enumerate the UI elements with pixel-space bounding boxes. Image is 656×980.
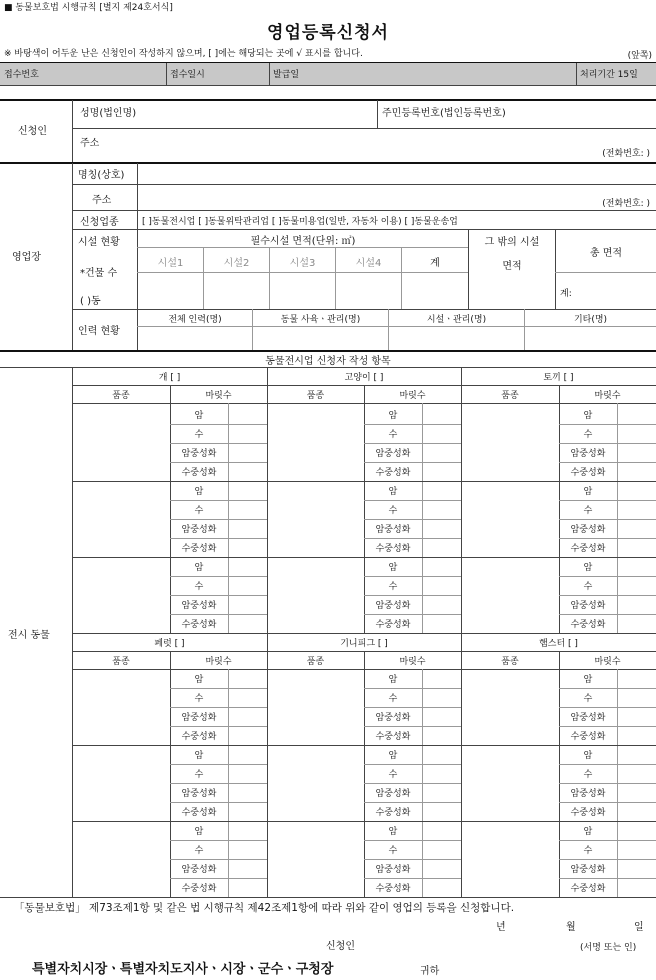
head-count-cell[interactable] (423, 689, 460, 706)
form-title: 영업등록신청서 (267, 23, 389, 43)
sex-label: 암 (194, 411, 204, 421)
head-count-cell[interactable] (229, 746, 266, 763)
head-count-header: 마릿수 (205, 391, 232, 401)
head-count-cell[interactable] (229, 822, 266, 839)
head-count-cell[interactable] (229, 577, 266, 594)
sex-label: 암 (583, 487, 593, 497)
staff-facility-label: 시설ㆍ관리(명) (426, 315, 487, 325)
head-count-cell[interactable] (423, 765, 460, 782)
form-reference: ■ 동물보호법 시행규칙 [별지 제24호서식] (4, 3, 173, 13)
exhibit-animals-label: 전시 동물 (8, 630, 50, 641)
sex-label: 수중성화 (570, 732, 606, 742)
facility-sum-label: 계 (430, 258, 440, 269)
animal-group-1[interactable]: 개 [ ] (158, 373, 181, 383)
sex-label: 암 (388, 487, 398, 497)
sex-label: 암중성화 (181, 713, 217, 723)
sex-label: 암 (194, 563, 204, 573)
head-count-cell[interactable] (423, 727, 460, 744)
required-area-label: 필수시설 면적(단위: ㎡) (250, 236, 356, 247)
breed-cell[interactable] (268, 822, 363, 896)
breed-cell[interactable] (73, 406, 169, 480)
head-count-cell[interactable] (229, 520, 266, 537)
sex-label: 수 (388, 506, 398, 516)
sex-label: 암 (583, 675, 593, 685)
head-count-cell[interactable] (423, 822, 460, 839)
sex-label: 암중성화 (570, 525, 606, 535)
head-count-cell[interactable] (618, 406, 655, 423)
head-count-cell[interactable] (618, 727, 655, 744)
sex-label: 암중성화 (570, 789, 606, 799)
total-area-label: 총 면적 (589, 248, 623, 259)
sex-label: 암중성화 (375, 449, 411, 459)
authority-honorific: 귀하 (420, 966, 440, 977)
head-count-cell[interactable] (229, 727, 266, 744)
breed-cell[interactable] (73, 822, 169, 896)
issue-date-label: 발급일 (273, 70, 300, 80)
head-count-cell[interactable] (423, 558, 460, 575)
breed-header: 품종 (112, 391, 130, 401)
breed-cell[interactable] (73, 482, 169, 556)
animal-group-3[interactable]: 토끼 [ ] (543, 373, 574, 383)
authority-name: 특별자치시장ㆍ특별자치도지사ㆍ시장ㆍ군수ㆍ구청장 (32, 962, 334, 977)
head-count-cell[interactable] (423, 501, 460, 518)
head-count-cell[interactable] (423, 860, 460, 877)
sex-label: 수중성화 (570, 620, 606, 630)
sex-label: 암중성화 (181, 601, 217, 611)
animal-group-2[interactable]: 고양이 [ ] (344, 373, 384, 383)
head-count-cell[interactable] (618, 444, 655, 461)
head-count-cell[interactable] (423, 841, 460, 858)
staff-status-label: 인력 현황 (78, 326, 120, 337)
total-area-sum-label: 계: (560, 289, 572, 299)
head-count-cell[interactable] (423, 596, 460, 613)
business-type-label: 신청업종 (80, 217, 119, 228)
sex-label: 수 (388, 582, 398, 592)
breed-header: 품종 (306, 657, 325, 667)
head-count-cell[interactable] (618, 558, 655, 575)
head-count-cell[interactable] (423, 425, 460, 442)
sex-label: 수 (388, 430, 398, 440)
head-count-cell[interactable] (618, 463, 655, 480)
head-count-cell[interactable] (229, 784, 266, 801)
facility-4-label: 시설4 (355, 258, 382, 269)
sex-label: 수 (194, 770, 204, 780)
sex-label: 수중성화 (181, 620, 217, 630)
sex-label: 수 (194, 430, 204, 440)
head-count-cell[interactable] (229, 463, 266, 480)
sex-label: 수중성화 (181, 808, 217, 818)
date-year-label: 년 (496, 922, 506, 933)
sex-label: 암 (583, 563, 593, 573)
sex-label: 수중성화 (375, 544, 411, 554)
head-count-cell[interactable] (618, 841, 655, 858)
business-type-options[interactable]: [ ]동물전시업 [ ]동물위탁관리업 [ ]동물미용업(일반, 자동차 이용) [ ]동물운송업 (142, 217, 458, 227)
date-day-label: 일 (634, 922, 644, 933)
head-count-cell[interactable] (423, 879, 460, 896)
head-count-cell[interactable] (229, 501, 266, 518)
head-count-cell[interactable] (618, 615, 655, 632)
sex-label: 암중성화 (570, 601, 606, 611)
head-count-cell[interactable] (423, 746, 460, 763)
sex-label: 수 (194, 694, 204, 704)
head-count-header: 마릿수 (594, 391, 621, 401)
animal-group-6[interactable]: 햄스터 [ ] (539, 639, 578, 649)
head-count-cell[interactable] (229, 615, 266, 632)
animal-group-5[interactable]: 기니피그 [ ] (340, 639, 388, 649)
head-count-cell[interactable] (618, 689, 655, 706)
staff-other-label: 기타(명) (573, 315, 608, 325)
breed-cell[interactable] (73, 746, 169, 820)
sex-label: 암중성화 (181, 865, 217, 875)
sex-label: 수 (388, 846, 398, 856)
sex-label: 수 (388, 770, 398, 780)
head-count-cell[interactable] (618, 765, 655, 782)
head-count-cell[interactable] (618, 539, 655, 556)
breed-cell[interactable] (462, 558, 558, 632)
head-count-cell[interactable] (229, 482, 266, 499)
sex-label: 수중성화 (570, 468, 606, 478)
business-phone-label: (전화번호: ) (602, 199, 650, 209)
breed-header: 품종 (501, 391, 519, 401)
sex-label: 암중성화 (181, 789, 217, 799)
applicant-sign-label: 신청인 (326, 941, 355, 952)
head-count-cell[interactable] (618, 520, 655, 537)
applicant-reg-number-label: 주민등록번호(법인등록번호) (382, 108, 506, 119)
sex-label: 암 (388, 675, 398, 685)
staff-total-label: 전체 인력(명) (168, 315, 222, 325)
breed-cell[interactable] (462, 822, 558, 896)
business-address-label: 주소 (92, 195, 112, 206)
head-count-cell[interactable] (229, 406, 266, 423)
sex-label: 수 (583, 506, 593, 516)
breed-cell[interactable] (73, 670, 169, 744)
head-count-cell[interactable] (229, 708, 266, 725)
sex-label: 수중성화 (375, 884, 411, 894)
head-count-cell[interactable] (229, 860, 266, 877)
breed-cell[interactable] (462, 406, 558, 480)
applicant-phone-label: (전화번호: ) (602, 149, 650, 159)
sex-label: 암 (583, 411, 593, 421)
head-count-cell[interactable] (229, 558, 266, 575)
breed-cell[interactable] (462, 482, 558, 556)
building-unit-field[interactable]: ( )동 (80, 296, 101, 307)
sex-label: 암 (194, 675, 204, 685)
head-count-cell[interactable] (229, 841, 266, 858)
breed-header: 품종 (112, 657, 130, 667)
animal-group-4[interactable]: 페럿 [ ] (154, 639, 185, 649)
facility-3-label: 시설3 (289, 258, 316, 269)
head-count-cell[interactable] (229, 689, 266, 706)
head-count-cell[interactable] (229, 596, 266, 613)
head-count-cell[interactable] (423, 444, 460, 461)
sex-label: 수 (388, 694, 398, 704)
sex-label: 수중성화 (375, 468, 411, 478)
sex-label: 수중성화 (375, 732, 411, 742)
sex-label: 수중성화 (181, 732, 217, 742)
head-count-cell[interactable] (229, 539, 266, 556)
sex-label: 수중성화 (570, 884, 606, 894)
sex-label: 암중성화 (375, 525, 411, 535)
head-count-header: 마릿수 (399, 391, 426, 401)
breed-cell[interactable] (462, 670, 558, 744)
sex-label: 암 (583, 751, 593, 761)
facility-status-label: 시설 현황 (78, 237, 120, 248)
exhibit-section-title: 동물전시업 신청자 작성 항목 (265, 356, 391, 367)
head-count-cell[interactable] (618, 670, 655, 687)
sex-label: 수중성화 (181, 884, 217, 894)
sex-label: 암 (194, 827, 204, 837)
breed-header: 품종 (501, 657, 519, 667)
sex-label: 수 (583, 430, 593, 440)
head-count-cell[interactable] (229, 765, 266, 782)
sex-label: 수 (583, 770, 593, 780)
date-month-label: 월 (566, 922, 576, 933)
head-count-cell[interactable] (618, 803, 655, 820)
sex-label: 수 (583, 694, 593, 704)
sex-label: 수 (194, 846, 204, 856)
head-count-cell[interactable] (618, 708, 655, 725)
head-count-cell[interactable] (423, 670, 460, 687)
sex-label: 암중성화 (375, 865, 411, 875)
sex-label: 암 (583, 827, 593, 837)
form-notice: ※ 바탕색이 어두운 난은 신청인이 작성하지 않으며, [ ]에는 해당되는 곳에 √ 표시를 합니다. (4, 49, 363, 59)
sex-label: 수중성화 (181, 544, 217, 554)
other-facility-label: 그 밖의 시설 (484, 237, 540, 248)
sex-label: 암중성화 (181, 449, 217, 459)
head-count-cell[interactable] (423, 520, 460, 537)
head-count-cell[interactable] (229, 879, 266, 896)
sex-label: 수 (194, 506, 204, 516)
sex-label: 암중성화 (375, 713, 411, 723)
applicant-address-label: 주소 (80, 138, 100, 149)
head-count-header: 마릿수 (594, 657, 621, 667)
sex-label: 수 (583, 582, 593, 592)
head-count-cell[interactable] (618, 596, 655, 613)
receipt-date-label: 접수일시 (170, 70, 205, 80)
head-count-cell[interactable] (423, 615, 460, 632)
head-count-cell[interactable] (618, 879, 655, 896)
building-count-label: *건물 수 (80, 268, 118, 279)
breed-cell[interactable] (268, 746, 363, 820)
sex-label: 수중성화 (375, 620, 411, 630)
head-count-cell[interactable] (423, 803, 460, 820)
head-count-cell[interactable] (423, 463, 460, 480)
breed-cell[interactable] (268, 406, 363, 480)
sex-label: 수중성화 (570, 544, 606, 554)
applicant-section-label: 신청인 (18, 126, 47, 137)
head-count-cell[interactable] (229, 444, 266, 461)
head-count-cell[interactable] (618, 860, 655, 877)
sex-label: 수 (583, 846, 593, 856)
sex-label: 암 (388, 827, 398, 837)
staff-animal-care-label: 동물 사육ㆍ관리(명) (280, 315, 361, 325)
receipt-number-label: 접수번호 (4, 70, 39, 80)
facility-1-label: 시설1 (157, 258, 184, 269)
sex-label: 암중성화 (570, 713, 606, 723)
breed-cell[interactable] (268, 558, 363, 632)
breed-cell[interactable] (268, 482, 363, 556)
application-statement: 「동물보호법」 제73조제1항 및 같은 법 시행규칙 제42조제1항에 따라 위와 같이 영업의 등록을 신청합니다. (14, 902, 515, 914)
breed-cell[interactable] (268, 670, 363, 744)
sex-label: 암 (194, 487, 204, 497)
breed-cell[interactable] (73, 558, 169, 632)
head-count-cell[interactable] (423, 539, 460, 556)
head-count-cell[interactable] (423, 406, 460, 423)
head-count-cell[interactable] (618, 501, 655, 518)
breed-header: 품종 (306, 391, 325, 401)
sex-label: 암중성화 (181, 525, 217, 535)
sex-label: 암중성화 (570, 449, 606, 459)
head-count-cell[interactable] (229, 670, 266, 687)
sex-label: 암 (388, 563, 398, 573)
head-count-cell[interactable] (423, 577, 460, 594)
head-count-cell[interactable] (618, 784, 655, 801)
head-count-cell[interactable] (618, 482, 655, 499)
head-count-cell[interactable] (618, 425, 655, 442)
head-count-cell[interactable] (229, 425, 266, 442)
sex-label: 암중성화 (375, 789, 411, 799)
processing-period: 처리기간 15일 (580, 70, 638, 80)
sex-label: 수중성화 (570, 808, 606, 818)
breed-cell[interactable] (462, 746, 558, 820)
head-count-cell[interactable] (618, 577, 655, 594)
sex-label: 수 (194, 582, 204, 592)
receipt-bar (0, 63, 656, 85)
front-side-label: (앞쪽) (627, 51, 652, 61)
sex-label: 수중성화 (181, 468, 217, 478)
business-trade-name-label: 명칭(상호) (78, 170, 125, 181)
head-count-cell[interactable] (423, 482, 460, 499)
sex-label: 수중성화 (375, 808, 411, 818)
sex-label: 암 (388, 751, 398, 761)
head-count-header: 마릿수 (205, 657, 232, 667)
head-count-cell[interactable] (618, 746, 655, 763)
applicant-name-label: 성명(법인명) (80, 108, 137, 119)
other-facility-area-label: 면적 (502, 261, 522, 272)
sex-label: 암중성화 (375, 601, 411, 611)
sex-label: 암중성화 (570, 865, 606, 875)
head-count-cell[interactable] (423, 784, 460, 801)
head-count-header: 마릿수 (399, 657, 426, 667)
facility-2-label: 시설2 (223, 258, 250, 269)
sex-label: 암 (194, 751, 204, 761)
head-count-cell[interactable] (618, 822, 655, 839)
sex-label: 암 (388, 411, 398, 421)
business-section-label: 영업장 (12, 252, 41, 263)
signature-note: (서명 또는 인) (580, 943, 637, 953)
head-count-cell[interactable] (229, 803, 266, 820)
head-count-cell[interactable] (423, 708, 460, 725)
